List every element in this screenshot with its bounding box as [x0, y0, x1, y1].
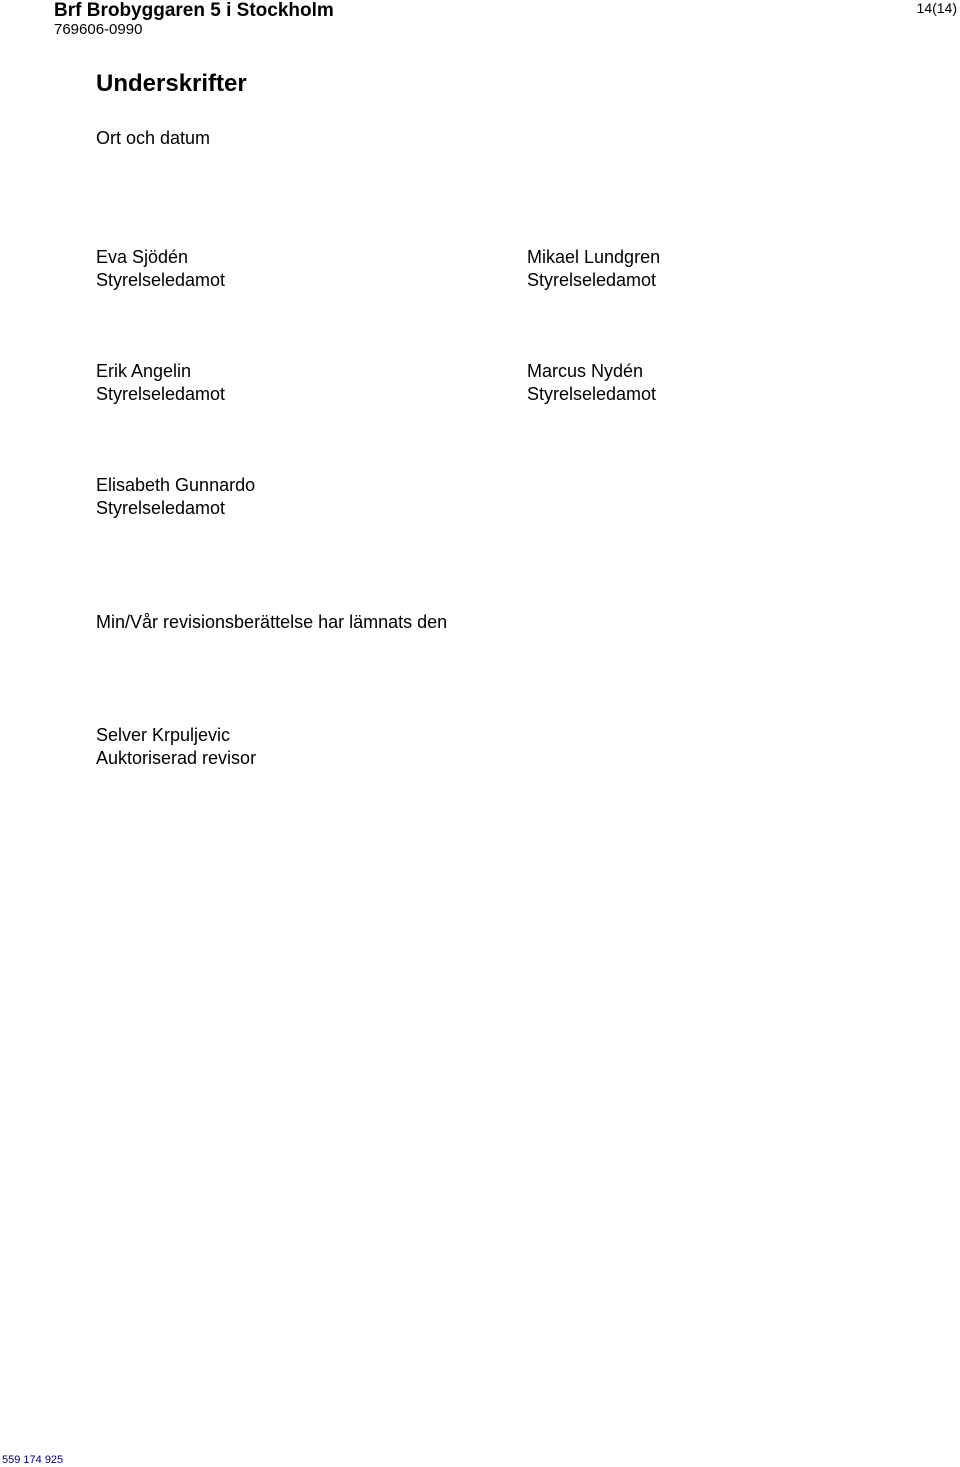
signatory-name: Mikael Lundgren — [527, 247, 661, 267]
signatory-role: Styrelseledamot — [96, 270, 226, 290]
signatory-name: Eva Sjödén — [96, 247, 189, 267]
organization-name: Brf Brobyggaren 5 i Stockholm — [54, 0, 334, 21]
place-date-label: Ort och datum — [96, 128, 211, 148]
document-id: 559 174 925 — [2, 1454, 64, 1466]
signatory-role: Styrelseledamot — [527, 384, 657, 404]
signatory-name: Erik Angelin — [96, 361, 192, 381]
signatory-name: Elisabeth Gunnardo — [96, 475, 256, 495]
page-number: 14(14) — [916, 0, 957, 16]
auditor-role: Auktoriserad revisor — [96, 748, 257, 768]
signatory-role: Styrelseledamot — [96, 384, 226, 404]
signatory-role: Styrelseledamot — [96, 498, 226, 518]
auditor-name: Selver Krpuljevic — [96, 725, 231, 745]
audit-statement: Min/Vår revisionsberättelse har lämnats den — [96, 612, 448, 632]
signature-block — [96, 246, 225, 292]
organization-number: 769606-0990 — [54, 21, 143, 38]
signature-block — [96, 360, 225, 406]
signature-block — [96, 474, 255, 520]
auditor-signature-block — [96, 724, 256, 770]
signature-block — [527, 360, 656, 406]
signature-block — [527, 246, 660, 292]
signatory-name: Marcus Nydén — [527, 361, 644, 381]
signatory-role: Styrelseledamot — [527, 270, 657, 290]
section-title: Underskrifter — [96, 70, 247, 97]
